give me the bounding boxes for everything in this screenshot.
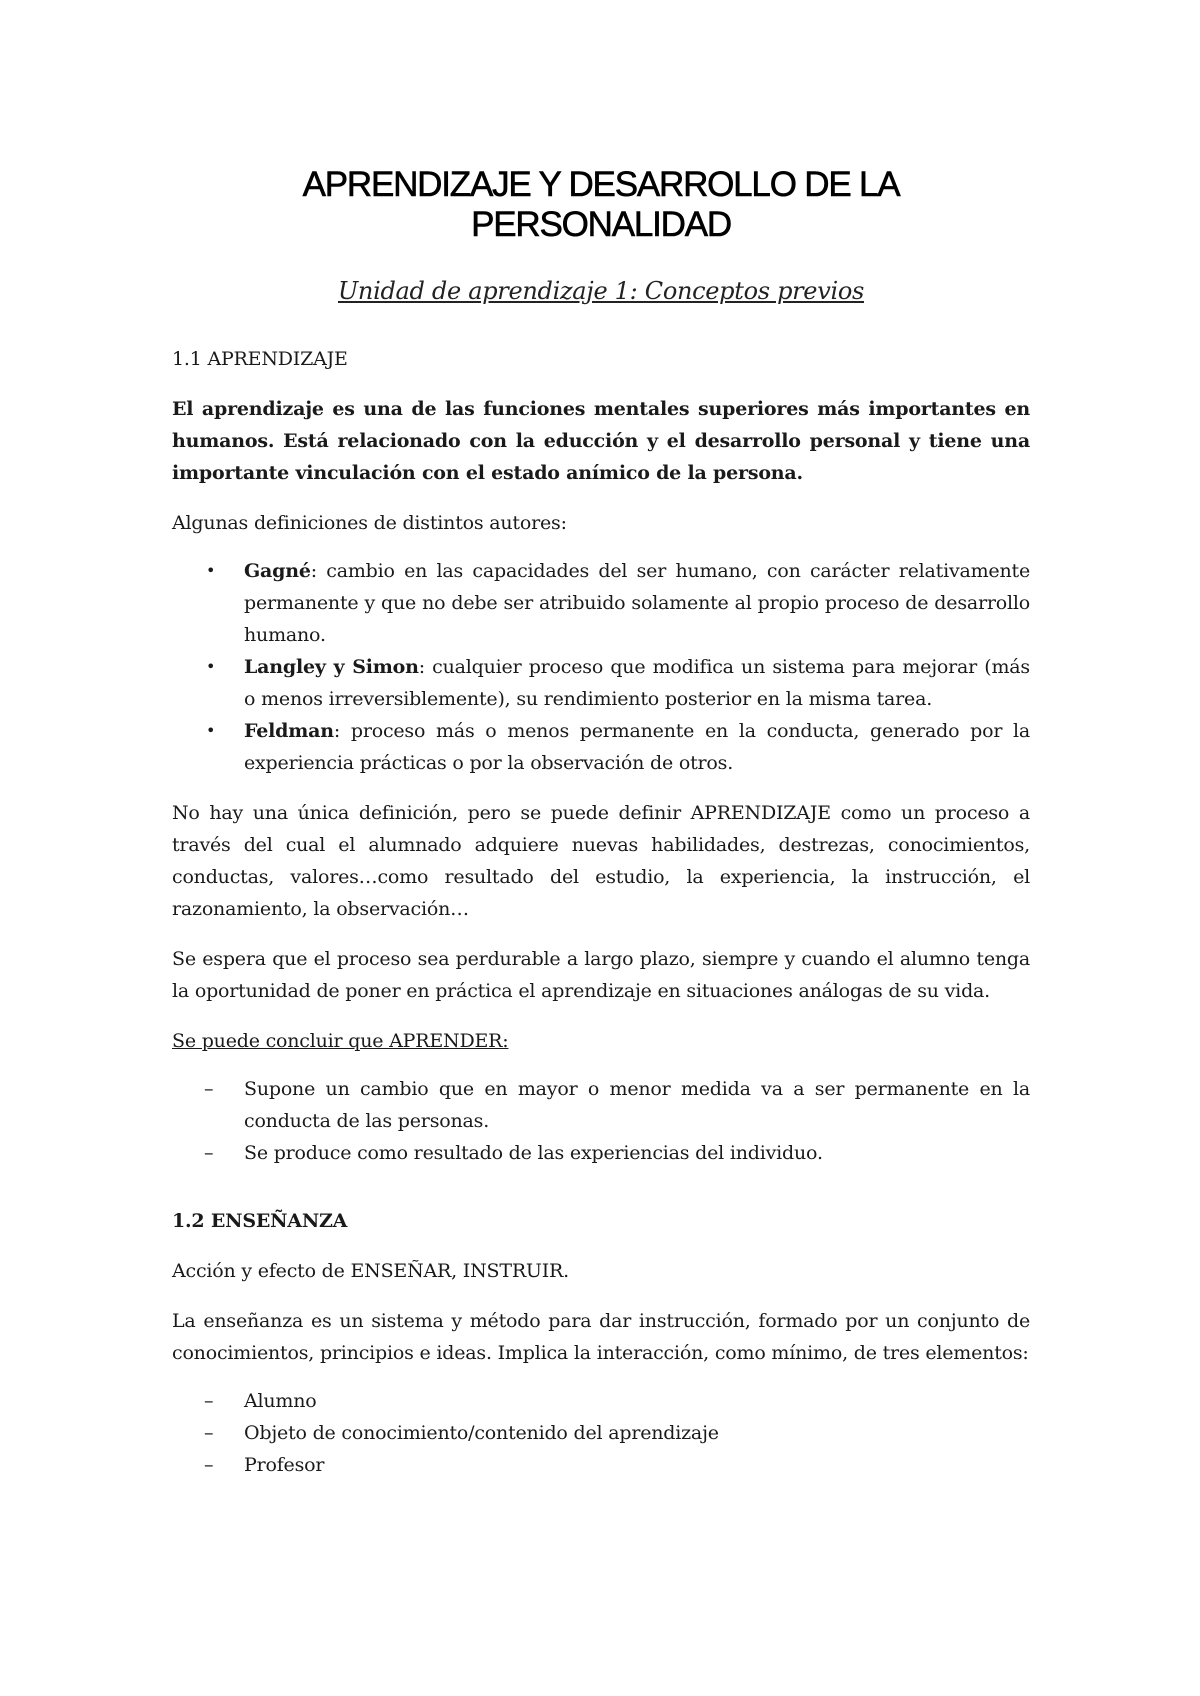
section-2-heading: 1.2 ENSEÑANZA: [172, 1210, 348, 1232]
section-1-heading: 1.1 APRENDIZAJE: [172, 348, 348, 370]
paragraph-definition: No hay una única definición, pero se puede definir APRENDIZAJE como un proceso a través del cual el alumnado adquiere nuevas habilidades, destrezas, conocimientos, conductas, valores…como resultado del estudio, la experiencia, la instrucción, el razonamiento, la observación…: [172, 802, 1030, 920]
bullet-icon: •: [206, 721, 216, 740]
list-item: [172, 715, 1030, 779]
list-item: [172, 1137, 1030, 1169]
definition-text: : proceso más o menos permanente en la conducta, generado por la experiencia prácticas o por la observación de otros.: [244, 720, 1030, 774]
dash-icon: –: [204, 1390, 214, 1412]
list-item: [172, 1385, 1030, 1417]
list-item-text: Objeto de conocimiento/contenido del aprendizaje: [244, 1422, 719, 1444]
list-item-text: Supone un cambio que en mayor o menor medida va a ser permanente en la conducta de las personas.: [244, 1078, 1030, 1132]
dash-icon: –: [204, 1422, 214, 1444]
list-item: [172, 1417, 1030, 1449]
dash-icon: –: [204, 1142, 214, 1164]
conclusion-list: [172, 1073, 1030, 1169]
bullet-icon: •: [206, 657, 216, 676]
section-2-paragraph: La enseñanza es un sistema y método para dar instrucción, formado por un conjunto de conocimientos, principios e ideas. Implica la interacción, como mínimo, de tres elementos:: [172, 1310, 1030, 1364]
list-item-text: Profesor: [244, 1454, 325, 1476]
document-content: [172, 165, 1030, 1481]
section-2-definition: Acción y efecto de ENSEÑAR, INSTRUIR.: [172, 1260, 569, 1282]
list-item-text: Alumno: [244, 1390, 317, 1412]
paragraph-duration: Se espera que el proceso sea perdurable a largo plazo, siempre y cuando el alumno tenga la oportunidad de poner en práctica el aprendizaje en situaciones análogas de su vida.: [172, 948, 1030, 1002]
elements-list: [172, 1385, 1030, 1481]
list-item: [172, 651, 1030, 715]
section-1-intro: El aprendizaje es una de las funciones mentales superiores más importantes en humanos. Está relacionado con la educción y el desarrollo personal y tiene una importante vinculación con el estado anímico de la persona.: [172, 398, 1030, 484]
author-name: Langley y Simon: [244, 656, 419, 678]
definition-text: : cualquier proceso que modifica un sistema para mejorar (más o menos irreversiblemente), su rendimiento posterior en la misma tarea.: [244, 656, 1030, 710]
author-name: Feldman: [244, 720, 334, 742]
conclusion-heading: Se puede concluir que APRENDER:: [172, 1030, 509, 1052]
definitions-intro: Algunas definiciones de distintos autores:: [172, 512, 567, 534]
definitions-list: [172, 555, 1030, 779]
list-item: [172, 555, 1030, 651]
list-item: [172, 1449, 1030, 1481]
list-item-text: Se produce como resultado de las experiencias del individuo.: [244, 1142, 823, 1164]
list-item: [172, 1073, 1030, 1137]
document-title: APRENDIZAJE Y DESARROLLO DE LA PERSONALIDAD: [302, 165, 900, 244]
author-name: Gagné: [244, 560, 311, 582]
bullet-icon: •: [206, 561, 216, 580]
dash-icon: –: [204, 1454, 214, 1476]
dash-icon: –: [204, 1078, 214, 1100]
document-subtitle: Unidad de aprendizaje 1: Conceptos previos: [337, 277, 865, 305]
definition-text: : cambio en las capacidades del ser humano, con carácter relativamente permanente y que no debe ser atribuido solamente al propio proceso de desarrollo humano.: [244, 560, 1030, 646]
